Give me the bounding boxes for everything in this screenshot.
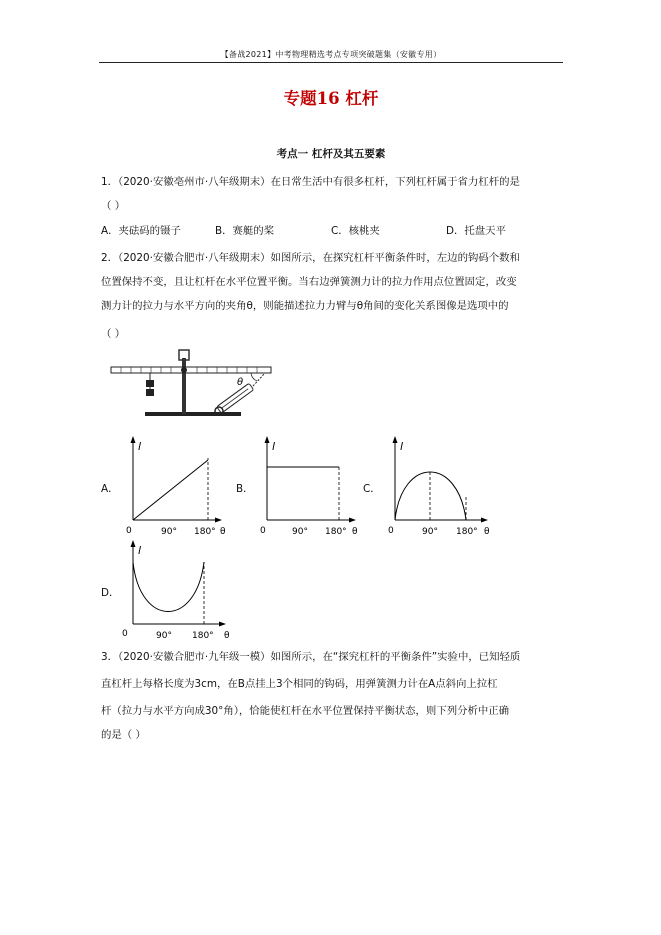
tick-180: 180° (194, 527, 216, 537)
q1-option-d: D．托盘天平 (446, 225, 506, 237)
q3-line-1: 3．（2020·安徽合肥市·九年级一模）如图所示，在“探究杠杆的平衡条件”实验中，已知轻质 (101, 651, 521, 663)
q1-line-1: 1．（2020·安徽亳州市·八年级期末）在日常生活中有很多杠杆，下列杠杆属于省力杠杆的是 (101, 176, 520, 188)
graph-b (252, 436, 362, 540)
q1-option-c: C．核桃夹 (331, 225, 380, 237)
q2-line-2: 位置保持不变，且让杠杆在水平位置平衡。当右边弹簧测力计的拉力作用点位置固定，改变 (101, 276, 517, 288)
tick-180: 180° (325, 527, 347, 537)
q3-line-3: 杆（拉力与水平方向成30°角），恰能使杠杆在水平位置保持平衡状态，则下列分析中正确 (101, 705, 510, 717)
graph-c-curve (395, 472, 466, 520)
tick-180: 180° (192, 631, 214, 641)
origin-label: 0 (126, 526, 132, 536)
q2-line-3: 测力计的拉力与水平方向的夹角θ，则能描述拉力力臂与θ角间的变化关系图像是选项中的 (101, 300, 509, 312)
tick-90: 90° (161, 527, 177, 537)
lever-pivot (181, 367, 187, 373)
y-axis-label: l (272, 440, 276, 453)
x-axis-label: θ (224, 631, 230, 641)
q2-line-4: （ ） (101, 328, 126, 340)
q3-line-2: 直杠杆上每格长度为3cm，在B点挂上3个相同的钩码，用弹簧测力计在A点斜向上拉杠 (101, 678, 498, 690)
y-axis-label: l (400, 440, 404, 453)
x-axis-label: θ (352, 527, 358, 537)
origin-label: 0 (260, 526, 266, 536)
q1-option-b: B．赛艇的桨 (215, 225, 275, 237)
graph-a (118, 436, 228, 540)
tick-90: 90° (156, 631, 172, 641)
origin-label: 0 (122, 629, 128, 639)
graph-c-label: C． (363, 483, 381, 495)
graph-b-label: B． (236, 483, 254, 495)
x-axis-label: θ (220, 527, 226, 537)
header-rule (99, 62, 563, 63)
graph-d (118, 540, 238, 642)
apparatus-base (145, 412, 241, 416)
x-axis-label: θ (484, 527, 490, 537)
graph-a-curve (133, 460, 208, 520)
tick-90: 90° (292, 527, 308, 537)
q1-option-a: A．夹砝码的镊子 (101, 225, 181, 237)
tick-180: 180° (456, 527, 478, 537)
lever-apparatus-figure (105, 348, 275, 420)
theta-label: θ (237, 377, 244, 388)
graph-a-label: A． (101, 483, 119, 495)
apparatus-stand (182, 358, 186, 414)
graph-d-curve (133, 562, 204, 612)
q1-line-2: （ ） (101, 200, 126, 212)
graph-c (380, 436, 495, 540)
page-header: 【备战2021】中考物理精选考点专项突破题集（安徽专用） (220, 50, 442, 59)
section-heading: 考点一 杠杆及其五要素 (276, 148, 386, 160)
y-axis-label: l (138, 440, 142, 453)
hanging-weight (146, 380, 154, 387)
tick-90: 90° (422, 527, 438, 537)
hanging-weight (146, 389, 154, 396)
graph-d-label: D． (101, 587, 120, 599)
y-axis-label: l (138, 544, 142, 557)
q2-line-1: 2．（2020·安徽合肥市·八年级期末）如图所示，在探究杠杆平衡条件时，左边的钩码个数和 (101, 252, 520, 264)
page-title: 专题16 杠杆 (283, 89, 379, 108)
q3-line-4: 的是（ ） (101, 729, 146, 741)
origin-label: 0 (388, 526, 394, 536)
